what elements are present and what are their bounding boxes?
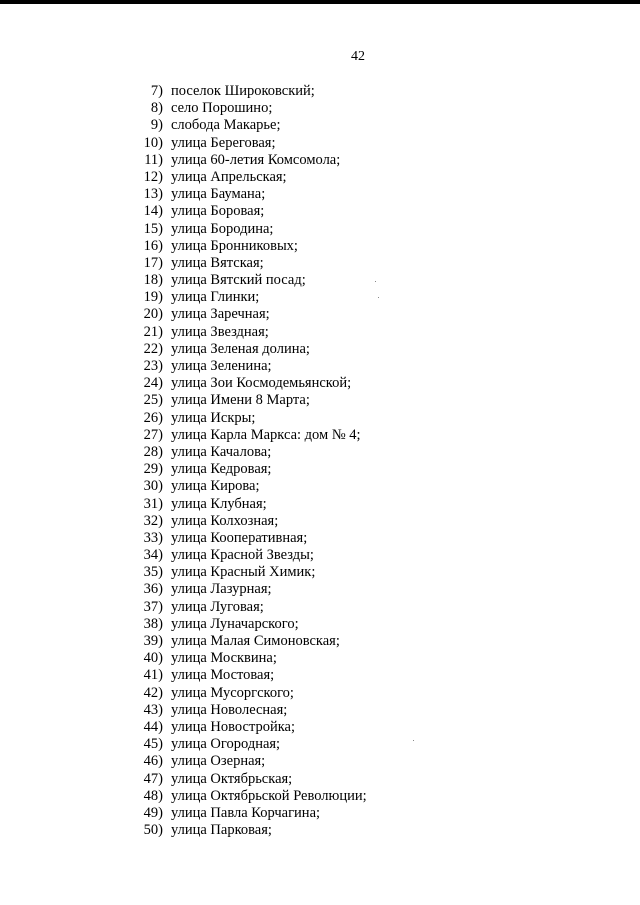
list-item (0, 410, 640, 427)
list-item-number: 28) (143, 443, 163, 460)
list-item-text: улица Октябрьская; (171, 770, 293, 787)
list-item (0, 427, 640, 444)
list-item-number: 34) (143, 547, 163, 564)
list-item-text: улица Мусоргского; (171, 684, 294, 701)
list-item-number: 29) (143, 461, 163, 478)
list-item-number: 32) (143, 512, 163, 529)
list-item (0, 771, 640, 788)
list-item (0, 788, 640, 805)
list-item (0, 135, 640, 152)
list-item-text: улица Зеленина; (171, 358, 272, 374)
list-item-text: улица Красный Химик; (171, 564, 316, 581)
list-item (0, 547, 640, 564)
list-item-number: 36) (143, 581, 163, 598)
list-item (0, 616, 640, 633)
list-item-number: 49) (143, 804, 163, 821)
list-item (0, 496, 640, 513)
list-item (0, 530, 640, 547)
list-item-text: улица Апрельская; (171, 168, 287, 185)
list-item (0, 152, 640, 169)
list-item-text: улица Бронниковых; (171, 237, 298, 254)
list-item-number: 17) (143, 254, 163, 271)
list-item-number: 30) (143, 478, 163, 495)
top-border-rule (0, 0, 640, 4)
list-item-number: 43) (143, 701, 163, 718)
list-item-number: 40) (143, 650, 163, 667)
list-item-text: улица Озерная; (171, 753, 266, 770)
list-item-text: поселок Широковский; (171, 83, 315, 99)
list-item-number: 37) (143, 598, 163, 615)
list-item-number: 38) (143, 615, 163, 632)
list-item-text: улица Зеленая долина; (171, 340, 310, 357)
list-item-number: 26) (143, 409, 163, 426)
list-item (0, 221, 640, 238)
list-item-text: улица Лазурная; (171, 581, 272, 598)
list-item-text: улица Малая Симоновская; (171, 633, 340, 649)
list-item (0, 650, 640, 667)
list-item-text: улица Кооперативная; (171, 529, 308, 546)
list-item-text: улица Бородина; (171, 220, 274, 237)
list-item-number: 9) (150, 117, 163, 134)
list-item-text: слобода Макарье; (171, 117, 281, 134)
list-item-number: 8) (150, 100, 163, 117)
list-item (0, 83, 640, 100)
list-item-number: 14) (143, 203, 163, 220)
list-item-text: улица Мостовая; (171, 667, 275, 684)
list-item (0, 513, 640, 530)
list-item-number: 18) (143, 272, 163, 289)
list-item-number: 19) (143, 289, 163, 306)
list-item-number: 10) (143, 134, 163, 151)
list-item (0, 238, 640, 255)
scan-speck (375, 281, 376, 282)
list-item-number: 20) (143, 306, 163, 323)
list-item (0, 358, 640, 375)
list-item (0, 599, 640, 616)
list-item (0, 186, 640, 203)
list-item-number: 25) (143, 392, 163, 409)
list-item-text: улица Москвина; (171, 650, 277, 667)
list-item-text: улица Кедровая; (171, 461, 272, 478)
scan-speck (378, 297, 379, 298)
list-item (0, 289, 640, 306)
list-item-text: улица Клубная; (171, 495, 267, 512)
list-item-number: 31) (143, 495, 163, 512)
list-item-text: улица Имени 8 Марта; (171, 392, 310, 409)
list-item (0, 685, 640, 702)
list-item-number: 33) (143, 529, 163, 546)
list-item (0, 392, 640, 409)
list-item-number: 24) (143, 375, 163, 392)
list-item-text: улица Кирова; (171, 478, 260, 495)
list-item-number: 7) (150, 83, 163, 99)
list-item-text: улица Огородная; (171, 736, 281, 753)
list-item (0, 633, 640, 650)
list-item-text: улица Береговая; (171, 134, 276, 151)
list-item-text: улица Павла Корчагина; (171, 804, 321, 821)
list-item-text: улица Новостройка; (171, 718, 296, 735)
list-item (0, 461, 640, 478)
list-item-number: 50) (143, 822, 163, 839)
list-item-number: 35) (143, 564, 163, 581)
list-item-text: улица Вятская; (171, 254, 264, 271)
list-item (0, 169, 640, 186)
list-item-text: улица Боровая; (171, 203, 265, 220)
page-number: 42 (351, 49, 365, 64)
list-item-text: улица Глинки; (171, 289, 260, 306)
street-list (0, 83, 640, 839)
list-item-number: 15) (143, 220, 163, 237)
list-item-text: улица Парковая; (171, 822, 272, 839)
list-item (0, 736, 640, 753)
list-item-text: улица 60-летия Комсомола; (171, 151, 341, 168)
list-item-text: улица Заречная; (171, 306, 270, 323)
list-item-number: 13) (143, 186, 163, 203)
list-item-text: село Порошино; (171, 100, 273, 117)
list-item (0, 478, 640, 495)
list-item (0, 255, 640, 272)
list-item-number: 39) (143, 633, 163, 649)
list-item-text: улица Карла Маркса: дом № 4; (171, 426, 361, 443)
list-item-number: 47) (143, 770, 163, 787)
list-item-number: 11) (144, 151, 163, 168)
list-item-number: 22) (143, 340, 163, 357)
list-item-number: 44) (143, 718, 163, 735)
list-item-text: улица Красной Звезды; (171, 547, 314, 564)
list-item (0, 667, 640, 684)
list-item-text: улица Искры; (171, 409, 256, 426)
list-item-number: 48) (143, 787, 163, 804)
list-item-number: 16) (143, 237, 163, 254)
list-item-number: 21) (143, 323, 163, 340)
list-item (0, 203, 640, 220)
list-item-text: улица Качалова; (171, 443, 272, 460)
list-item (0, 805, 640, 822)
scan-speck (413, 740, 414, 741)
list-item-text: улица Вятский посад; (171, 272, 306, 289)
list-item (0, 753, 640, 770)
list-item (0, 117, 640, 134)
list-item (0, 444, 640, 461)
list-item-number: 42) (143, 684, 163, 701)
list-item (0, 581, 640, 598)
list-item (0, 375, 640, 392)
list-item (0, 719, 640, 736)
list-item (0, 306, 640, 323)
list-item (0, 341, 640, 358)
list-item-text: улица Луначарского; (171, 615, 299, 632)
list-item-number: 23) (143, 358, 163, 374)
list-item-text: улица Зои Космодемьянской; (171, 375, 352, 392)
list-item (0, 702, 640, 719)
list-item-number: 45) (143, 736, 163, 753)
list-item (0, 272, 640, 289)
list-item-number: 12) (143, 168, 163, 185)
list-item-number: 41) (143, 667, 163, 684)
list-item-text: улица Звездная; (171, 323, 269, 340)
list-item (0, 324, 640, 341)
list-item (0, 564, 640, 581)
list-item-text: улица Октябрьской Революции; (171, 787, 367, 804)
list-item-text: улица Луговая; (171, 598, 264, 615)
list-item (0, 100, 640, 117)
list-item-text: улица Баумана; (171, 186, 266, 203)
list-item-number: 46) (143, 753, 163, 770)
list-item-text: улица Колхозная; (171, 512, 279, 529)
list-item-text: улица Новолесная; (171, 701, 288, 718)
list-item-number: 27) (143, 426, 163, 443)
list-item (0, 822, 640, 839)
